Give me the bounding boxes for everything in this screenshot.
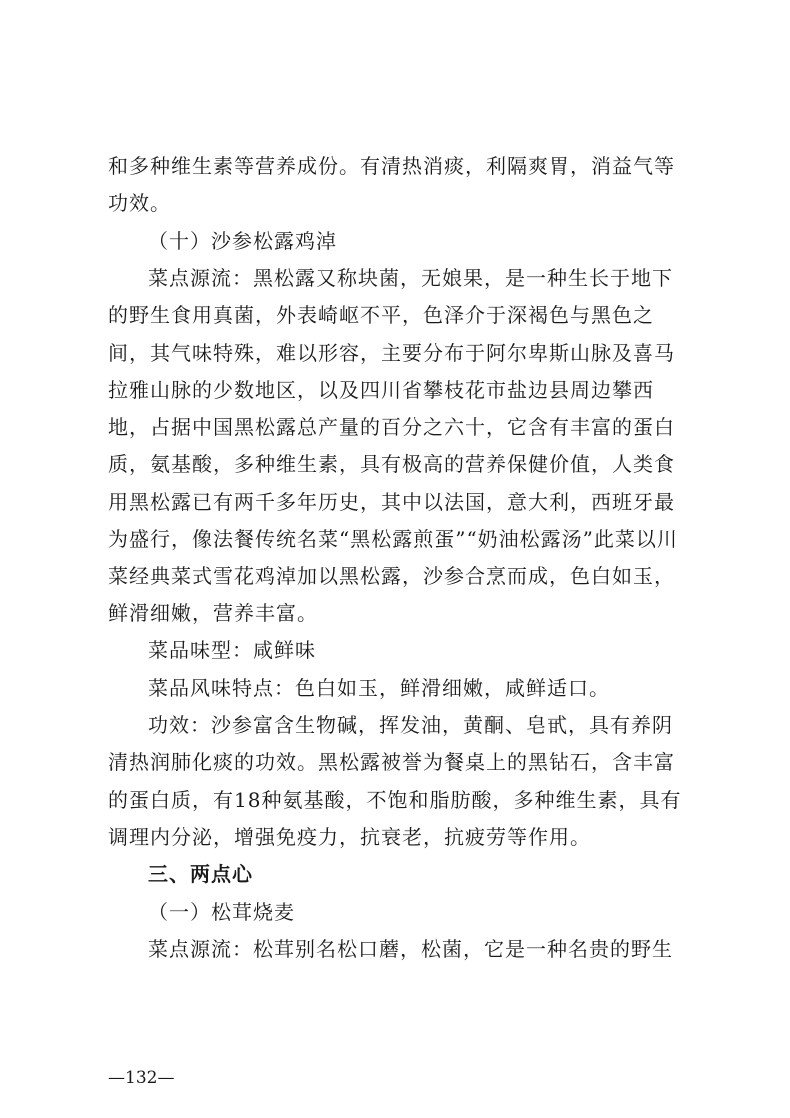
text-line: 菜品味型：咸鲜味 (148, 638, 316, 662)
text-line: 地，占据中国黑松露总产量的百分之六十，它含有丰富的蛋白 (108, 415, 675, 439)
text-line: 菜点源流：黑松露又称块菌，无娘果，是一种生长于地下 (148, 266, 673, 290)
chapter-heading: 三、两点心 (148, 862, 253, 886)
page-number: —132— (108, 1068, 175, 1088)
text-line: 的野生食用真菌，外表崎岖不平，色泽介于深褐色与黑色之 (108, 303, 654, 327)
text-line: 拉雅山脉的少数地区，以及四川省攀枝花市盐边县周边攀西 (108, 378, 654, 402)
text-line: 用黑松露已有两千多年历史，其中以法国，意大利，西班牙最 (108, 490, 675, 514)
text-line: 间，其气味特殊，难以形容，主要分布于阿尔卑斯山脉及喜马 (108, 341, 675, 365)
text-line: 质，氨基酸，多种维生素，具有极高的营养保健价值，人类食 (108, 452, 675, 476)
section-heading: （一）松茸烧麦 (148, 900, 295, 924)
text-line: 调理内分泌，增强免疫力，抗衰老，抗疲劳等作用。 (108, 825, 591, 849)
text-line: 鲜滑细嫩，营养丰富。 (108, 601, 318, 625)
section-heading: （十）沙参松露鸡淖 (148, 229, 337, 253)
text-line: 功效。 (108, 191, 171, 215)
text-line: 菜经典菜式雪花鸡淖加以黑松露，沙参合烹而成，色白如玉， (108, 564, 675, 588)
text-line: 菜点源流：松茸别名松口蘑，松菌，它是一种名贵的野生 (148, 937, 673, 961)
text-line: 功效：沙参富含生物碱，挥发油，黄酮、皂甙，具有养阴 (148, 713, 673, 737)
text-line: 为盛行，像法餐传统名菜“黑松露煎蛋”“奶油松露汤”此菜以川 (108, 527, 678, 551)
text-line: 和多种维生素等营养成份。有清热消痰，利隔爽胃，消益气等 (108, 154, 675, 178)
text-line: 的蛋白质，有18种氨基酸，不饱和脂肪酸，多种维生素，具有 (108, 788, 682, 812)
text-line: 菜品风味特点：色白如玉，鲜滑细嫩，咸鲜适口。 (148, 676, 610, 700)
text-line: 清热润肺化痰的功效。黑松露被誉为餐桌上的黑钻石，含丰富 (108, 750, 675, 774)
